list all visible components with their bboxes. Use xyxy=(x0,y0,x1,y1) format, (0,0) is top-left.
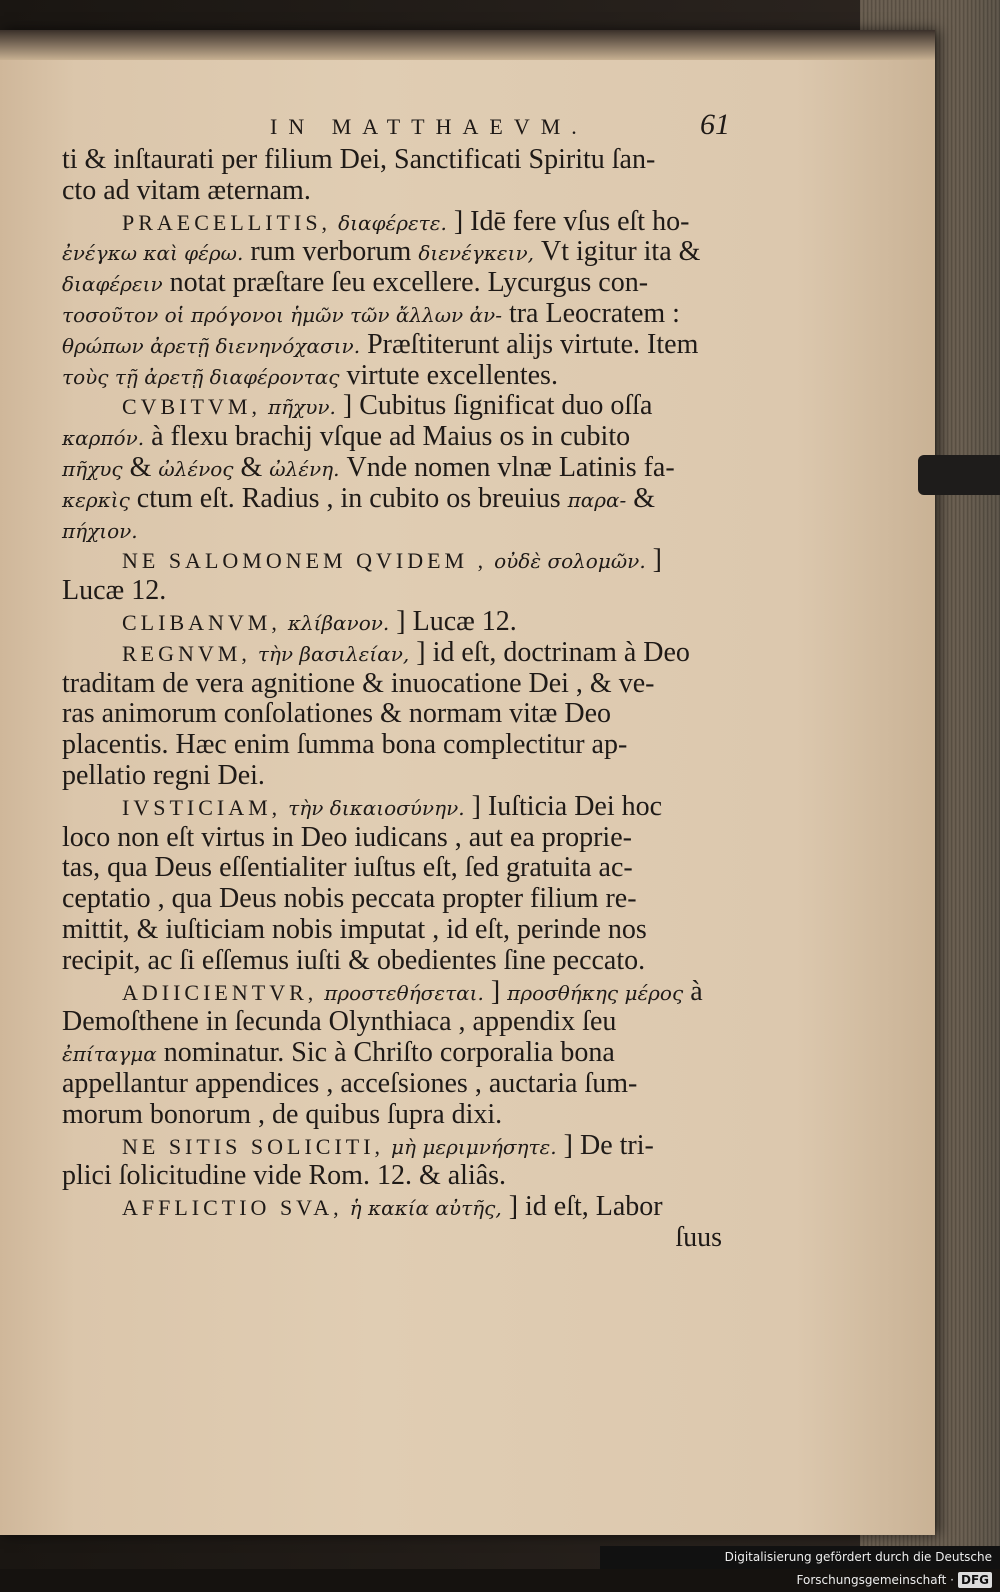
greek-term: κλίβανον. xyxy=(287,610,390,635)
page-number: 61 xyxy=(700,108,730,141)
text-line xyxy=(62,1069,722,1100)
text-line xyxy=(62,1007,722,1038)
latin-text: Demoſthene in ſecunda Olynthiaca , appendix ſeu xyxy=(62,1006,617,1038)
text-line xyxy=(62,299,722,330)
latin-text: Vt igitur xyxy=(540,236,637,268)
lemma: AFFLICTIO SVA, xyxy=(122,1195,343,1221)
greek-term: τὴν δικαιοσύνην. xyxy=(288,795,465,820)
lemma: CLIBANVM, xyxy=(122,609,281,635)
latin-text: & xyxy=(240,451,263,483)
text-line xyxy=(62,145,722,176)
latin-text: rum verborum xyxy=(250,236,412,268)
text-line xyxy=(62,207,722,238)
text-line xyxy=(62,545,722,576)
latin-text: Lucæ 12. xyxy=(62,575,167,607)
greek-term: πῆχυν. xyxy=(267,395,336,420)
latin-text: ] Idē fere vſus eſt ho- xyxy=(453,205,690,237)
greek-term: οὐδὲ σολομῶν. xyxy=(494,549,646,574)
text-line xyxy=(62,237,722,268)
greek-term: κερκὶς xyxy=(62,487,130,512)
text-line xyxy=(62,669,722,700)
text-line xyxy=(62,730,722,761)
greek-term: πῆχυς xyxy=(62,456,123,481)
text-line xyxy=(62,915,722,946)
text-line xyxy=(62,884,722,915)
text-line xyxy=(62,1100,722,1131)
latin-text: ] De tri- xyxy=(563,1129,654,1161)
latin-text: ] id eſt, Labor xyxy=(508,1191,663,1223)
greek-term: καρπόν. xyxy=(62,426,145,451)
text-line xyxy=(62,853,722,884)
latin-text: & xyxy=(129,451,152,483)
latin-text: mittit, & iuſticiam nobis imputat , id eſt, perinde nos xyxy=(62,913,647,945)
greek-term: ἐνέγκω καὶ φέρω. xyxy=(62,241,244,266)
greek-term: ἐπίταγμα xyxy=(62,1042,157,1067)
latin-text: placentis. Hæc enim ſumma bona complectitur ap- xyxy=(62,729,628,761)
lemma: CVBITVM, xyxy=(122,394,261,420)
text-line xyxy=(62,391,722,422)
text-line xyxy=(62,1223,722,1254)
latin-text: ] xyxy=(490,975,501,1007)
latin-text: nominatur. Sic à Chriſto corporalia bona xyxy=(163,1037,615,1069)
text-line xyxy=(62,515,722,546)
latin-text: ſuus xyxy=(675,1221,722,1253)
digitization-footer xyxy=(600,1546,1000,1587)
greek-term: τοὺς τῇ ἀρετῇ διαφέροντας xyxy=(62,364,340,389)
greek-term: ἡ κακία αὐτῆς, xyxy=(349,1196,502,1221)
latin-text: ] Iuſticia Dei hoc xyxy=(471,790,663,822)
latin-text: loco non eſt virtus in Deo iudicans , aut ea proprie- xyxy=(62,821,632,853)
latin-text: Maius os in cubito xyxy=(422,421,631,453)
latin-text: traditam de vera agnitione & inuocatione Dei , & ve- xyxy=(62,667,655,699)
text-line xyxy=(62,176,722,207)
text-block xyxy=(62,145,722,1254)
text-line xyxy=(62,977,722,1008)
latin-text: à xyxy=(690,975,703,1007)
latin-text: à flexu brachij vſque ad xyxy=(151,421,416,453)
text-line xyxy=(62,699,722,730)
greek-term: παρα- xyxy=(567,487,627,512)
latin-text: ita & xyxy=(643,236,701,268)
greek-term: θρώπων ἀρετῇ διενηνόχασιν. xyxy=(62,333,361,358)
bookmark-tab xyxy=(918,455,1000,495)
greek-term: μὴ μεριμνήσητε. xyxy=(391,1134,557,1159)
page-header xyxy=(0,108,935,148)
latin-text: ] Lucæ 12. xyxy=(396,605,517,637)
latin-text: ceptatio , qua Deus nobis peccata propter filium re- xyxy=(62,883,637,915)
text-line xyxy=(62,792,722,823)
latin-text: ] xyxy=(652,544,662,576)
latin-text: plici ſolicitudine vide Rom. 12. & aliâs. xyxy=(62,1160,507,1192)
greek-term: ὠλένος xyxy=(158,456,234,481)
latin-text: Vnde nomen vlnæ Latinis fa- xyxy=(346,451,675,483)
latin-text: & xyxy=(633,482,656,514)
text-line xyxy=(62,453,722,484)
lemma: ADIICIENTVR, xyxy=(122,979,318,1005)
text-line xyxy=(62,1038,722,1069)
greek-term: τοσοῦτον οἱ πρόγονοι ἡμῶν τῶν ἄλλων ἀν- xyxy=(62,302,502,327)
text-line xyxy=(62,268,722,299)
latin-text: recipit, ac ſi eſſemus iuſti & obedientes ſine peccato. xyxy=(62,944,646,976)
latin-text: appellantur appendices , acceſsiones , auctaria ſum- xyxy=(62,1067,638,1099)
lemma: IVSTICIAM, xyxy=(122,794,282,820)
lemma: PRAECELLITIS, xyxy=(122,209,332,235)
greek-term: διαφέρετε. xyxy=(338,210,447,235)
text-line xyxy=(62,1131,722,1162)
latin-text: pellatio regni Dei. xyxy=(62,759,265,791)
text-line xyxy=(62,638,722,669)
greek-term: διενέγκειν, xyxy=(418,241,534,266)
text-line xyxy=(62,1161,722,1192)
running-head: IN MATTHAEVM. xyxy=(270,114,588,139)
latin-text: ] id eſt, doctrinam à Deo xyxy=(416,636,690,668)
greek-term: τὴν βασιλείαν, xyxy=(257,641,410,666)
footer-credit: Digitalisierung gefördert durch die Deutsche Forschungsgemeinschaft · xyxy=(724,1550,992,1587)
greek-term: πήχιον. xyxy=(62,518,138,543)
latin-text: cto ad vitam æternam. xyxy=(62,174,311,206)
text-line xyxy=(62,422,722,453)
greek-term: ὠλένη. xyxy=(269,456,340,481)
greek-term: διαφέρειν xyxy=(62,272,163,297)
latin-text: ] Cubitus ſignificat duo oſſa xyxy=(342,390,653,422)
text-line xyxy=(62,330,722,361)
text-line xyxy=(62,484,722,515)
text-line xyxy=(62,607,722,638)
text-line xyxy=(62,1192,722,1223)
greek-term: προσθήκης μέρος xyxy=(507,980,684,1005)
page-top-shadow xyxy=(0,30,935,60)
lemma: REGNVM, xyxy=(122,640,251,666)
text-line xyxy=(62,946,722,977)
latin-text: ti & inſtaurati per filium Dei, Sanctificati Spiritu ſan- xyxy=(62,144,656,175)
latin-text: Præſtiterunt alijs virtute. Item xyxy=(367,328,699,360)
text-line xyxy=(62,823,722,854)
latin-text: tra Leocratem : xyxy=(508,297,680,329)
latin-text: morum bonorum , de quibus ſupra dixi. xyxy=(62,1098,503,1130)
text-line xyxy=(62,761,722,792)
lemma: NE SITIS SOLICITI, xyxy=(122,1133,385,1159)
latin-text: tas, qua Deus eſſentialiter iuſtus eſt, ſed gratuita ac- xyxy=(62,852,633,884)
text-line xyxy=(62,361,722,392)
lemma: NE SALOMONEM QVIDEM , xyxy=(122,548,488,574)
latin-text: notat præſtare ſeu excellere. Lycurgus con- xyxy=(169,267,649,299)
latin-text: ctum eſt. Radius , in cubito os breuius xyxy=(136,482,561,514)
greek-term: προστεθήσεται. xyxy=(324,980,484,1005)
text-line xyxy=(62,576,722,607)
latin-text: ras animorum conſolationes & normam vitæ Deo xyxy=(62,698,612,730)
latin-text: virtute excellentes. xyxy=(346,359,558,391)
dfg-logo: DFG xyxy=(958,1572,992,1588)
